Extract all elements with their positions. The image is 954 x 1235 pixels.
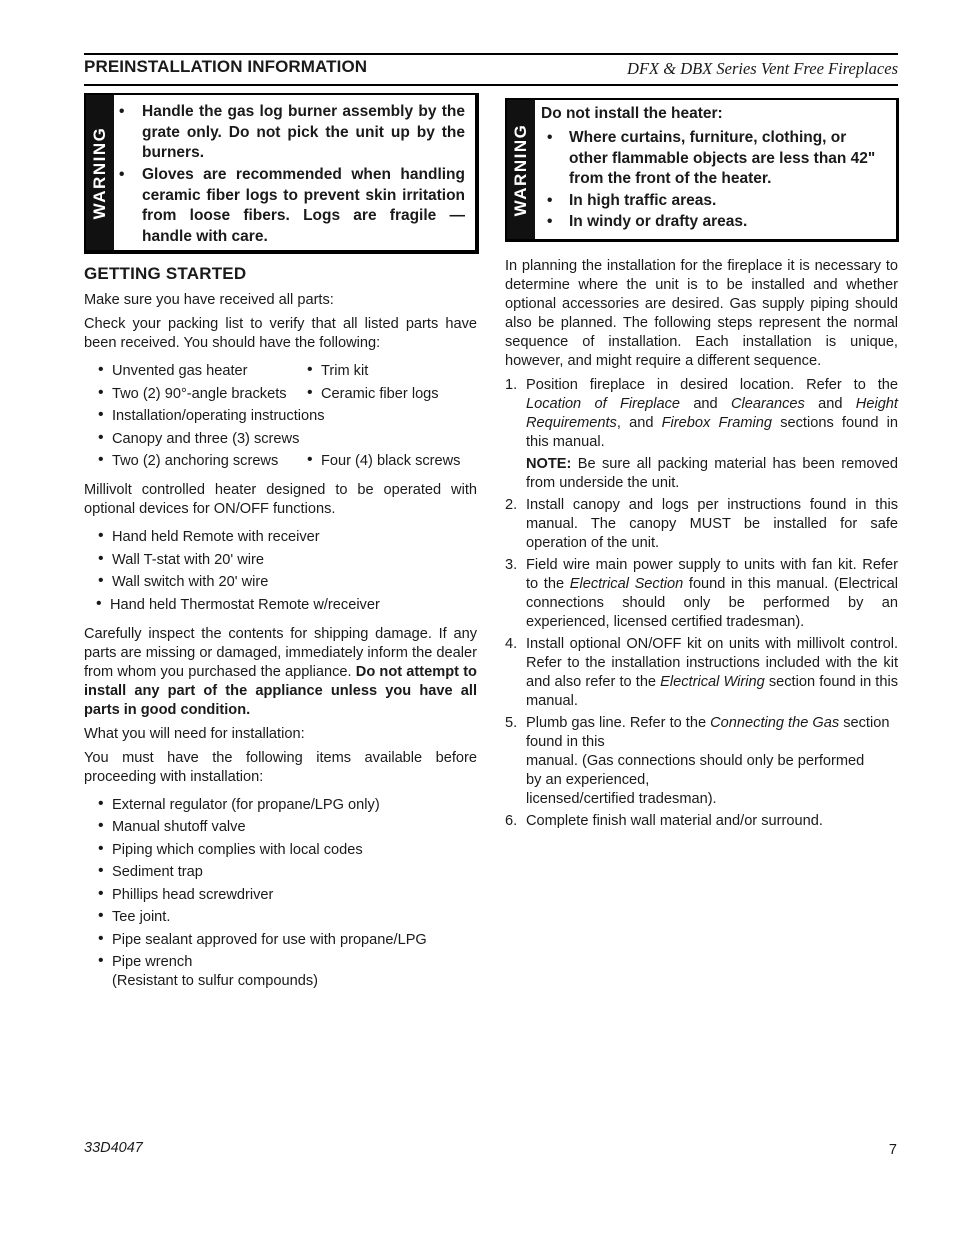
page-number: 7 [888,1142,897,1158]
list-item: • Hand held Remote with receiver [96,528,477,547]
series-title: DFX & DBX Series Vent Free Fireplaces [627,59,898,78]
paragraph-millivolt: Millivolt controlled heater designed to be operated with optional devices for ON/OFF functions. [84,482,477,517]
section-reference: Electrical Section [569,576,684,592]
warning-side-label [507,100,535,239]
header-rule-top [84,53,898,55]
section-reference: Electrical Wiring [660,674,765,690]
list-item [96,362,477,381]
list-item: • External regulator (for propane/LPG only) [96,796,477,815]
warning-box-location [505,98,899,242]
warning-label: WARNING [511,123,530,216]
paragraph-intro: Make sure you have received all parts: [84,292,334,308]
step-text: Field wire main power supply to units with fan kit. Refer to the [526,557,898,592]
warning-side-label [86,95,114,250]
step-text: Plumb gas line. Refer to the [526,715,711,731]
step-text: Position fireplace in desired location. Refer to the [526,377,898,393]
step-3 [505,556,898,632]
step-note [526,455,898,493]
step-line [526,714,898,752]
part-name: Canopy and three (3) screws [112,430,300,447]
paragraph-inspect [84,625,477,720]
getting-started-heading: GETTING STARTED [84,264,247,283]
warning-list [541,128,888,233]
section-reference: Firebox Framing [661,415,773,431]
step-number: 5. [505,715,518,731]
list-item [96,385,477,404]
header-rule-bottom [84,84,898,86]
list-item: • Wall switch with 20' wire [96,573,477,592]
step-text: and [680,396,731,412]
tool-note: (Resistant to sulfur compounds) [112,973,319,989]
warning-item: • In windy or drafty areas. [541,212,888,233]
installation-steps [505,376,898,831]
warning-item: • Gloves are recommended when handling ceramic fiber logs to prevent skin irritation from loose fibers. Logs are fragile — handle with care. [119,165,465,247]
note-text: Be sure all packing material has been removed from underside the unit. [526,456,898,491]
warning-item: • Where curtains, furniture, clothing, or other flammable objects are less than 42" from the front of the heater. [541,128,888,190]
left-column [84,264,477,1001]
section-title: PREINSTALLATION INFORMATION [84,57,368,76]
list-item: • Manual shutoff valve [96,818,477,837]
section-reference: Location of Fireplace [526,396,680,412]
part-name: • Ceramic fiber logs [307,385,439,404]
step-text: sections found in this manual. [526,415,898,450]
step-text: , and [616,415,662,431]
inspect-warning: Do not attempt to install any part of the appliance unless you have all parts in good condition. [84,663,477,718]
warning-body [535,100,896,239]
list-item: • Piping which complies with local codes [96,841,477,860]
step-number: 6. [505,813,518,829]
step-6 [505,812,898,831]
step-text: and [804,396,856,412]
list-item: • Sediment trap [96,863,477,882]
section-reference: Clearances [730,396,805,412]
tool-name: Pipe wrench [112,954,193,970]
list-item: • Pipe sealant approved for use with propane/LPG [96,931,477,950]
paragraph-need-label: What you will need for installation: [84,725,305,742]
step-4 [505,635,898,711]
paragraph-planning: In planning the installation for the fireplace it is necessary to determine where the unit is to be installed and whether optional accessories are desired. Gas supply piping should also be planned. The following steps represent the normal sequence of installation. Each installation is unique, however, and might require a different sequence. [505,258,898,369]
tools-list [96,796,477,992]
warning-intro: Do not install the heater: [541,105,723,122]
warning-list [119,102,465,247]
step-number: 1. [505,377,518,393]
list-item: • Wall T-stat with 20' wire [96,551,477,570]
step-2 [505,496,898,553]
step-text: section found in this manual. [526,674,899,709]
list-item: • Phillips head screwdriver [96,886,477,905]
step-5 [505,714,898,809]
list-item [96,407,477,426]
part-name: Unvented gas heater [112,363,248,379]
warning-item: • Handle the gas log burner assembly by the grate only. Do not pick the unit up by the burners. [119,102,465,164]
step-number: 4. [505,636,518,652]
right-column [505,257,898,834]
list-item: • Hand held Thermostat Remote w/receiver [94,596,477,615]
list-item [96,430,477,449]
warning-box-handling [84,93,479,254]
paragraph-packing-list: Check your packing list to verify that all listed parts have been received. You should have the following: [84,316,477,351]
step-line: by an experienced, [526,772,650,788]
part-name: • Trim kit [307,362,368,381]
step-line: licensed/certified tradesman). [526,791,717,807]
list-item: • Tee joint. [96,908,477,927]
step-text: Install optional ON/OFF kit on units with millivolt control. Refer to the installation instructions included with the kit and also refer to the [526,636,898,690]
warning-body [114,95,475,250]
section-reference: Connecting the Gas [710,715,840,731]
section-reference: Height Requirements [526,396,898,431]
warning-label: WARNING [90,126,109,219]
optional-devices-list [96,528,477,615]
paragraph-need-text: You must have the following items available before proceeding with installation: [84,749,477,785]
inspect-text: Carefully inspect the contents for shipping damage. If any parts are missing or damaged, immediately inform the dealer from whom you purchased the appliance. [84,625,477,680]
warning-item: • In high traffic areas. [541,191,888,212]
step-text: Install canopy and logs per instructions found in this manual. The canopy MUST be installed for safe operation of the unit. [526,497,898,551]
part-name: Two (2) 90°-angle brackets [112,385,287,402]
step-line: manual. (Gas connections should only be performed [526,753,865,769]
part-name: Two (2) anchoring screws [112,453,279,469]
step-text: section found in this [526,715,890,750]
step-text: Complete finish wall material and/or surround. [526,813,823,829]
part-name: Installation/operating instructions [112,408,325,424]
document-code: 33D4047 [84,1140,143,1156]
step-number: 3. [505,557,518,573]
parts-list [96,362,477,471]
list-item [96,452,477,471]
step-1 [505,376,898,493]
step-number: 2. [505,497,518,513]
part-name: • Four (4) black screws [307,452,460,471]
note-label: NOTE: [526,456,572,472]
step-text: found in this manual. (Electrical connections should only be performed by an experienced, licensed certified tradesman). [526,576,898,630]
list-item [96,953,477,991]
